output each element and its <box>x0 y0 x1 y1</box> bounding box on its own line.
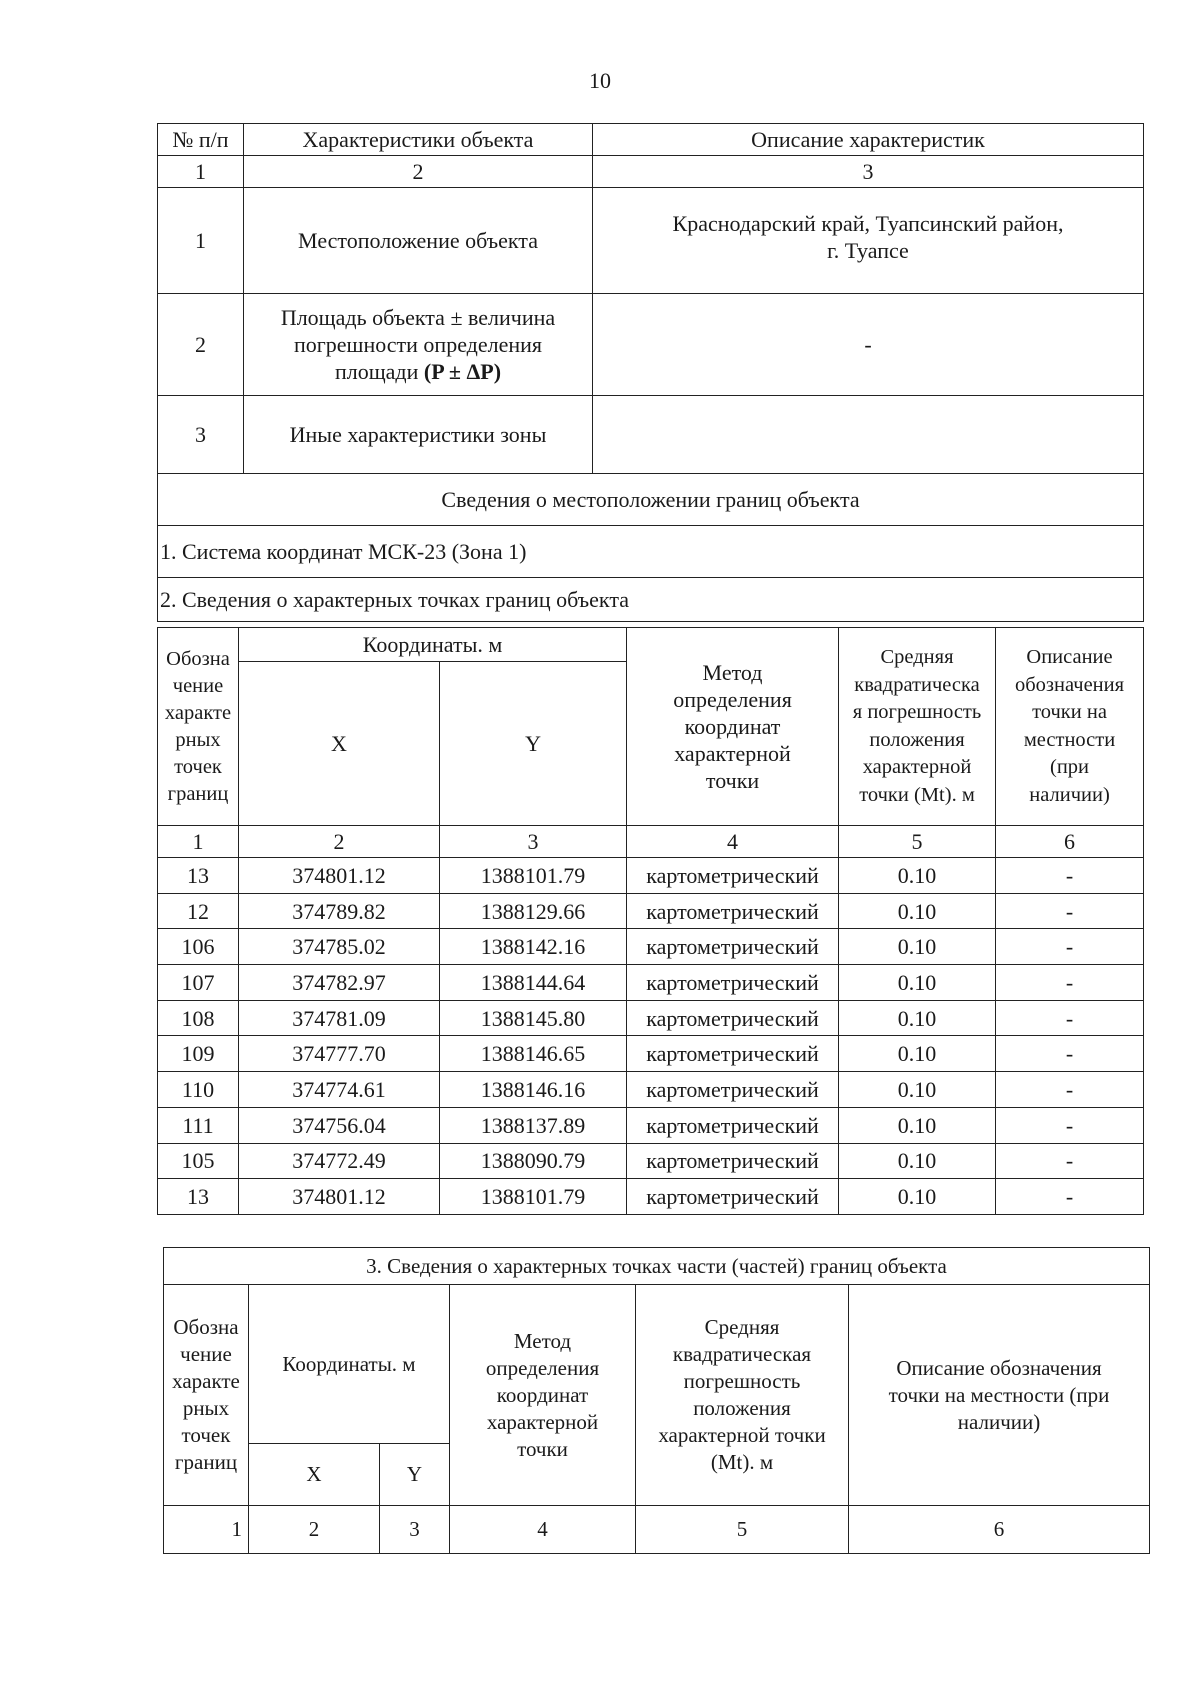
method: картометрический <box>627 1107 839 1143</box>
x-coordinate: 374782.97 <box>239 965 440 1001</box>
parts-heading-row <box>164 1248 1150 1285</box>
col-number-2: 2 <box>244 156 593 188</box>
x-coordinate: 374772.49 <box>239 1143 440 1179</box>
y-coordinate: 1388144.64 <box>440 965 627 1001</box>
row-number: 1 <box>158 188 244 294</box>
method: картометрический <box>627 1143 839 1179</box>
characteristic-name: Иные характеристики зоны <box>244 396 593 474</box>
location-value: Краснодарский край, Туапсинский район, г. Туапсе <box>593 188 1144 294</box>
point-description: - <box>996 1072 1144 1108</box>
column-number-row <box>158 826 1144 858</box>
coordinates-header: Координаты. м <box>239 628 627 662</box>
point-number: 110 <box>158 1072 239 1108</box>
point-description: - <box>996 1036 1144 1072</box>
parts-designation-header: Обозна чение характе рных точек границ <box>164 1285 249 1506</box>
parts-col-number-2: 2 <box>249 1506 380 1554</box>
area-formula: (P ± ΔP) <box>423 359 502 384</box>
parts-col-number-1: 1 <box>164 1506 249 1554</box>
col-number-3: 3 <box>593 156 1144 188</box>
parts-x-header: X <box>249 1444 380 1506</box>
table-row <box>158 893 1144 929</box>
point-number: 13 <box>158 858 239 894</box>
y-coordinate: 1388137.89 <box>440 1107 627 1143</box>
point-number: 13 <box>158 1179 239 1215</box>
table-row <box>158 1143 1144 1179</box>
error-header: Средняя квадратическа я погрешность положения характерной точки (Mt). м <box>839 628 996 826</box>
table-row <box>158 396 1144 474</box>
method-header: Метод определения координат характерной точки <box>627 628 839 826</box>
x-coordinate: 374789.82 <box>239 893 440 929</box>
x-coordinate: 374801.12 <box>239 1179 440 1215</box>
parts-column-number-row <box>164 1506 1150 1554</box>
coordinate-system-row <box>158 526 1144 578</box>
y-coordinate: 1388101.79 <box>440 858 627 894</box>
mean-square-error: 0.10 <box>839 858 996 894</box>
mean-square-error: 0.10 <box>839 1143 996 1179</box>
mean-square-error: 0.10 <box>839 1179 996 1215</box>
parts-heading: 3. Сведения о характерных точках части (частей) границ объекта <box>164 1248 1150 1285</box>
point-number: 106 <box>158 929 239 965</box>
parts-y-header: Y <box>380 1444 450 1506</box>
method: картометрический <box>627 1000 839 1036</box>
method: картометрический <box>627 929 839 965</box>
object-characteristics-table <box>157 123 1144 622</box>
description-header: Описание обозначения точки на местности (при наличии) <box>996 628 1144 826</box>
method: картометрический <box>627 1179 839 1215</box>
table-row <box>158 188 1144 294</box>
table-row <box>158 965 1144 1001</box>
x-coordinate: 374774.61 <box>239 1072 440 1108</box>
y-coordinate: 1388146.16 <box>440 1072 627 1108</box>
method: картометрический <box>627 1072 839 1108</box>
col-number-2: 2 <box>239 826 440 858</box>
header-number: № п/п <box>158 124 244 156</box>
method: картометрический <box>627 858 839 894</box>
x-coordinate: 374781.09 <box>239 1000 440 1036</box>
mean-square-error: 0.10 <box>839 965 996 1001</box>
method: картометрический <box>627 965 839 1001</box>
parts-col-number-4: 4 <box>450 1506 636 1554</box>
y-coordinate: 1388129.66 <box>440 893 627 929</box>
boundary-points-table <box>157 627 1144 1215</box>
point-description: - <box>996 1179 1144 1215</box>
mean-square-error: 0.10 <box>839 893 996 929</box>
col-number-5: 5 <box>839 826 996 858</box>
row-number: 2 <box>158 294 244 396</box>
x-coordinate: 374785.02 <box>239 929 440 965</box>
boundaries-heading: Сведения о местоположении границ объекта <box>158 474 1144 526</box>
parts-col-number-6: 6 <box>849 1506 1150 1554</box>
parts-coordinates-header: Координаты. м <box>249 1285 450 1444</box>
parts-col-number-5: 5 <box>636 1506 849 1554</box>
x-coordinate: 374756.04 <box>239 1107 440 1143</box>
column-number-row <box>158 156 1144 188</box>
characteristic-name: Местоположение объекта <box>244 188 593 294</box>
col-number-6: 6 <box>996 826 1144 858</box>
area-label-line1: Площадь объекта ± величина <box>280 305 556 330</box>
coordinate-system: 1. Система координат МСК-23 (Зона 1) <box>158 526 1144 578</box>
col-number-1: 1 <box>158 826 239 858</box>
point-number: 109 <box>158 1036 239 1072</box>
table-row <box>158 1179 1144 1215</box>
page-number: 10 <box>589 68 611 93</box>
row-number: 3 <box>158 396 244 474</box>
point-description: - <box>996 893 1144 929</box>
col-number-1: 1 <box>158 156 244 188</box>
method: картометрический <box>627 893 839 929</box>
point-number: 107 <box>158 965 239 1001</box>
table-row <box>158 858 1144 894</box>
point-description: - <box>996 965 1144 1001</box>
point-number: 105 <box>158 1143 239 1179</box>
point-number: 12 <box>158 893 239 929</box>
x-coordinate: 374777.70 <box>239 1036 440 1072</box>
point-description: - <box>996 929 1144 965</box>
parts-col-number-3: 3 <box>380 1506 450 1554</box>
table-row <box>158 1107 1144 1143</box>
y-coordinate: 1388146.65 <box>440 1036 627 1072</box>
other-characteristics-value <box>593 396 1144 474</box>
mean-square-error: 0.10 <box>839 1036 996 1072</box>
point-description: - <box>996 1143 1144 1179</box>
header-characteristics: Характеристики объекта <box>244 124 593 156</box>
mean-square-error: 0.10 <box>839 1107 996 1143</box>
x-header: X <box>239 662 440 826</box>
points-body <box>158 858 1144 1215</box>
table-row <box>158 929 1144 965</box>
y-coordinate: 1388090.79 <box>440 1143 627 1179</box>
y-coordinate: 1388145.80 <box>440 1000 627 1036</box>
y-header: Y <box>440 662 627 826</box>
method: картометрический <box>627 1036 839 1072</box>
table-header-row <box>158 124 1144 156</box>
table-row <box>158 1072 1144 1108</box>
point-description: - <box>996 858 1144 894</box>
parts-error-header: Средняя квадратическая погрешность положения характерной точки (Mt). м <box>636 1285 849 1506</box>
table-row <box>158 1000 1144 1036</box>
y-coordinate: 1388142.16 <box>440 929 627 965</box>
point-description: - <box>996 1107 1144 1143</box>
y-coordinate: 1388101.79 <box>440 1179 627 1215</box>
mean-square-error: 0.10 <box>839 1072 996 1108</box>
designation-header: Обозна чение характе рных точек границ <box>158 628 239 826</box>
parts-points-table <box>163 1247 1150 1554</box>
characteristic-name <box>244 294 593 396</box>
x-coordinate: 374801.12 <box>239 858 440 894</box>
parts-description-header: Описание обозначения точки на местности (при наличии) <box>849 1285 1150 1506</box>
col-number-3: 3 <box>440 826 627 858</box>
section-heading-row <box>158 474 1144 526</box>
points-heading: 2. Сведения о характерных точках границ объекта <box>158 578 1144 622</box>
mean-square-error: 0.10 <box>839 929 996 965</box>
point-number: 111 <box>158 1107 239 1143</box>
col-number-4: 4 <box>627 826 839 858</box>
table-row <box>158 1036 1144 1072</box>
area-value: - <box>593 294 1144 396</box>
mean-square-error: 0.10 <box>839 1000 996 1036</box>
area-label-line3: площади <box>334 359 424 384</box>
point-number: 108 <box>158 1000 239 1036</box>
parts-method-header: Метод определения координат характерной точки <box>450 1285 636 1506</box>
point-description: - <box>996 1000 1144 1036</box>
header-description: Описание характеристик <box>593 124 1144 156</box>
table-row <box>158 294 1144 396</box>
points-heading-row <box>158 578 1144 622</box>
area-label-line2: погрешности определения <box>293 332 543 357</box>
